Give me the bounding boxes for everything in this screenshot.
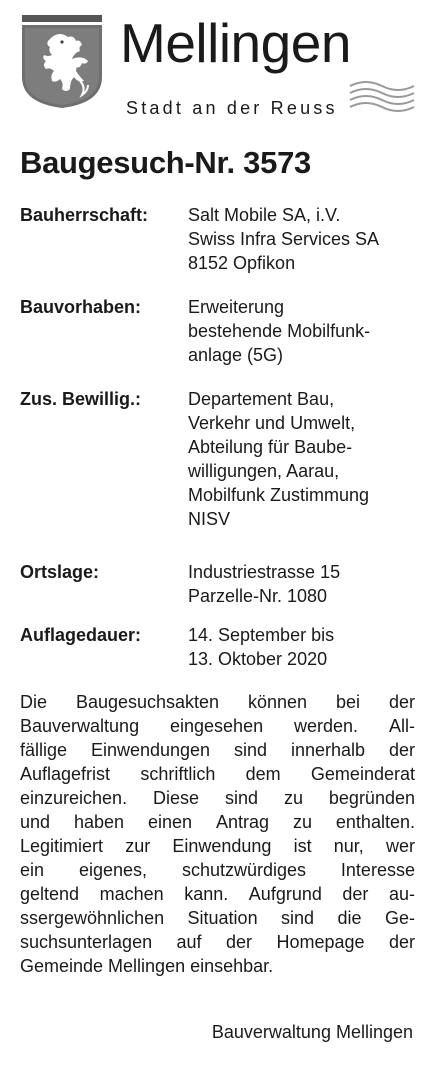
body-line: fällige Einwendungen sind innerhalb der — [20, 740, 415, 760]
detail-line: Mobilfunk Zustimmung — [188, 485, 370, 505]
detail-line: anlage (5G) — [188, 345, 284, 365]
detail-line: Parzelle-Nr. 1080 — [188, 586, 328, 606]
body-line: und haben einen Antrag zu enthalten. — [20, 812, 415, 832]
town-tagline: Stadt an der Reuss — [126, 98, 338, 118]
body-line: geltend machen kann. Aufgrund der au- — [20, 884, 415, 904]
detail-line: Abteilung für Baube- — [188, 437, 353, 457]
body-line: Bauverwaltung eingesehen werden. All- — [20, 716, 415, 736]
detail-label: Bauherrschaft: — [20, 205, 149, 225]
signature: Bauverwaltung Mellingen — [211, 1022, 413, 1042]
detail-line: Verkehr und Umwelt, — [188, 413, 356, 433]
detail-line: NISV — [188, 509, 231, 529]
detail-line: 14. September bis — [188, 625, 335, 645]
detail-value — [188, 295, 370, 367]
detail-line: Erweiterung — [188, 297, 285, 317]
body-line: ein eigenes, schutzwürdiges Interesse — [20, 860, 415, 880]
body-line: Legitimiert zur Einwendung ist nur, wer — [20, 836, 415, 856]
detail-line: 13. Oktober 2020 — [188, 649, 328, 669]
notice-body-paragraph — [20, 690, 415, 978]
detail-label: Ortslage: — [20, 562, 100, 582]
notice-title: Baugesuch-Nr. 3573 — [20, 145, 311, 180]
detail-label: Bauvorhaben: — [20, 297, 142, 317]
detail-line: Salt Mobile SA, i.V. — [188, 205, 341, 225]
detail-line: willigungen, Aarau, — [188, 461, 340, 481]
detail-label: Auflagedauer: — [20, 625, 142, 645]
river-waves-icon — [348, 78, 416, 112]
detail-value — [188, 387, 369, 531]
detail-value — [188, 623, 334, 671]
body-line: suchsunterlagen auf der Homepage der — [20, 932, 415, 952]
detail-line: Industriestrasse 15 — [188, 562, 341, 582]
body-line: ssergewöhnlichen Situation sind die Ge- — [20, 908, 415, 928]
detail-line: Swiss Infra Services SA — [188, 229, 380, 249]
detail-value — [188, 560, 340, 608]
header — [0, 0, 433, 130]
detail-label: Zus. Bewillig.: — [20, 389, 142, 409]
body-line: einzureichen. Diese sind zu begründen — [20, 788, 415, 808]
town-name: Mellingen — [120, 12, 351, 74]
body-line: Gemeinde Mellingen einsehbar. — [20, 956, 274, 976]
coat-of-arms-lion-logo — [22, 15, 102, 108]
body-line: Die Baugesuchsakten können bei der — [20, 692, 415, 712]
detail-line: 8152 Opfikon — [188, 253, 296, 273]
detail-value — [188, 203, 379, 275]
detail-line: Departement Bau, — [188, 389, 335, 409]
detail-line: bestehende Mobilfunk- — [188, 321, 371, 341]
body-line: Auflagefrist schriftlich dem Gemeinderat — [20, 764, 415, 784]
